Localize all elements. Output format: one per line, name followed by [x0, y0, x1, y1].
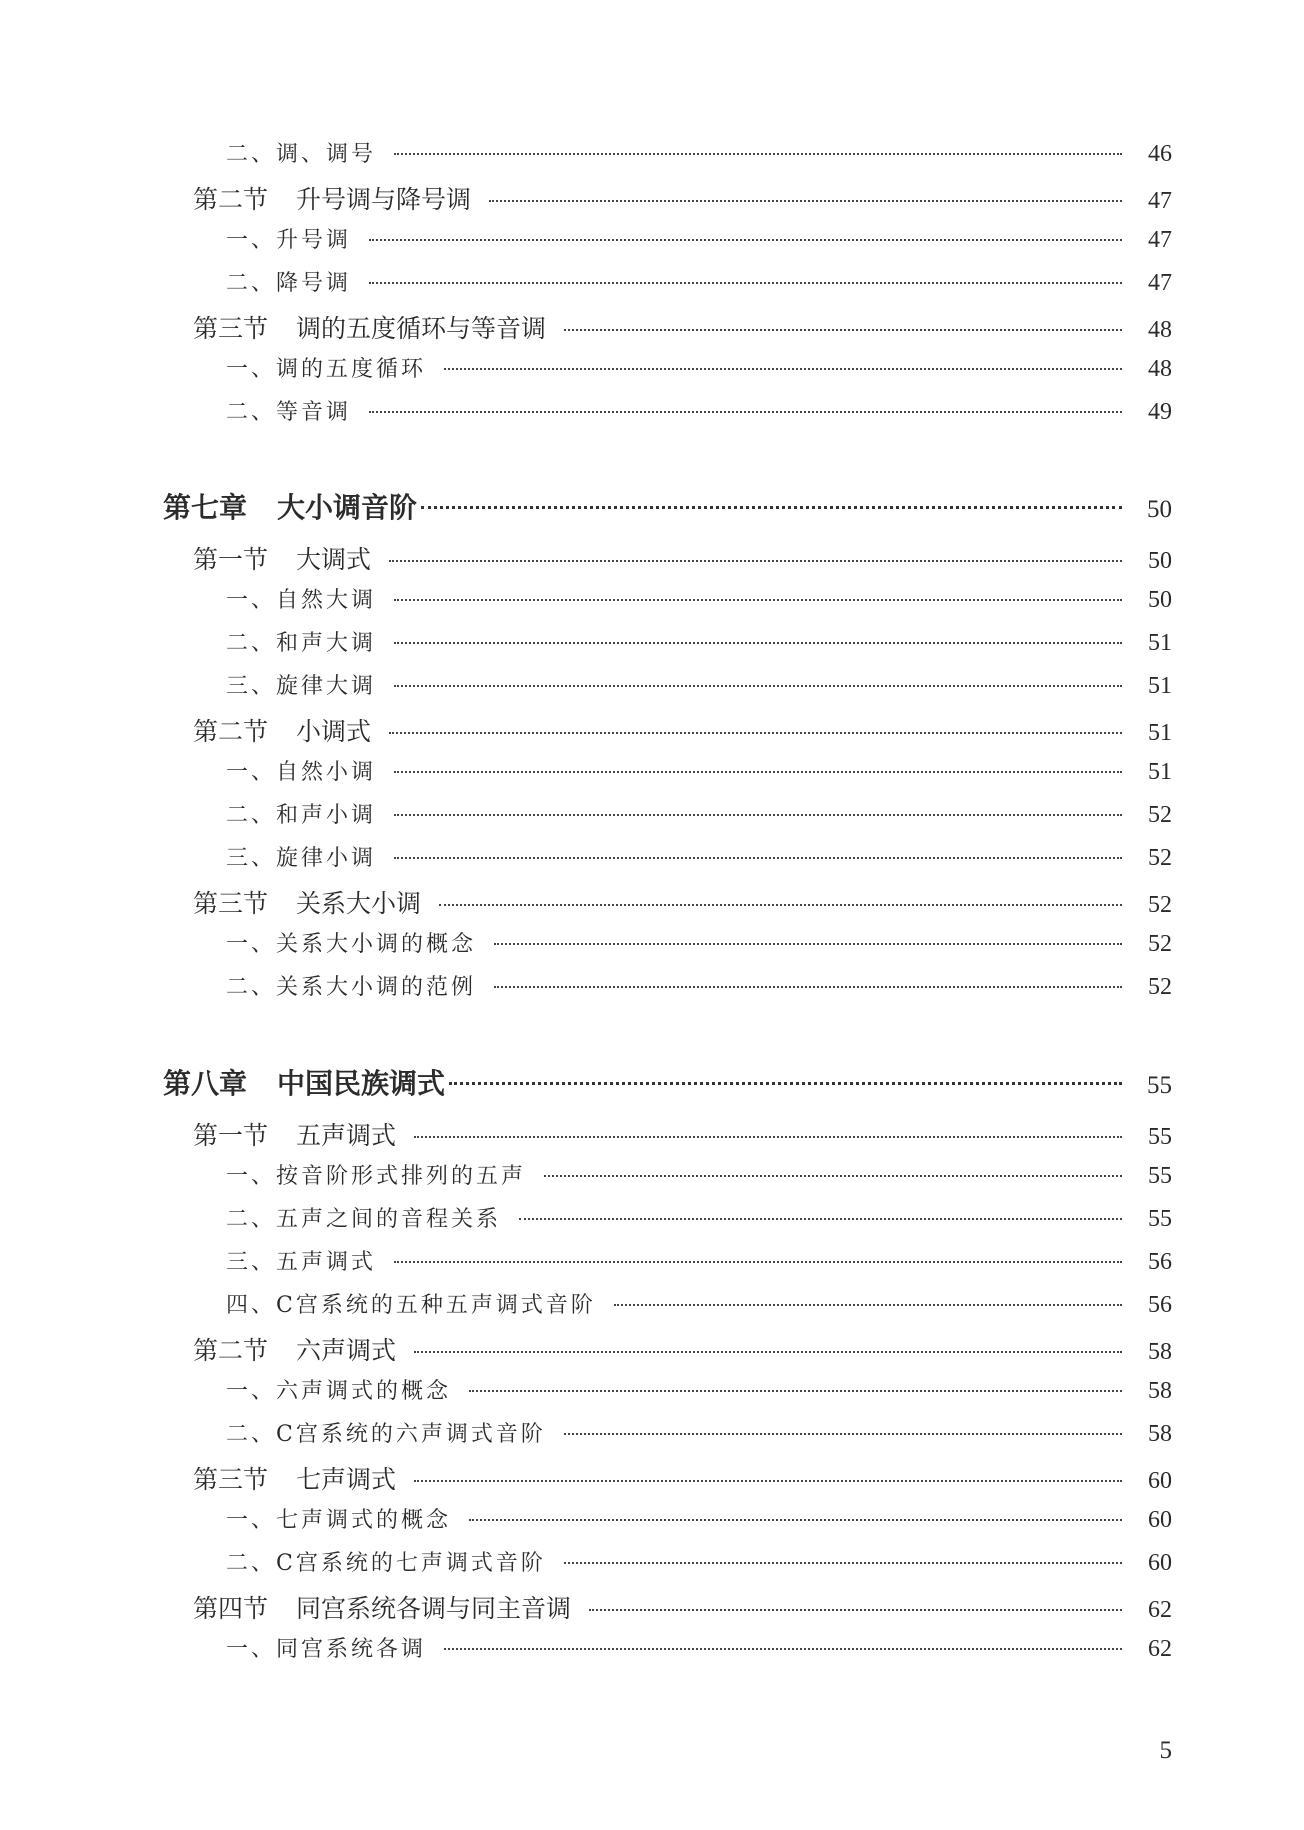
toc-page-number: 52: [1148, 802, 1172, 828]
toc-entry: [226, 798, 1172, 829]
toc-page-number: 58: [1148, 1339, 1172, 1365]
dot-leader: [544, 1175, 1122, 1177]
toc-section: [193, 884, 1172, 920]
dot-leader: [394, 599, 1122, 601]
chapter-title: 中国民族调式: [277, 1067, 446, 1100]
toc-section: [193, 309, 1172, 345]
toc-page-number: 49: [1148, 399, 1172, 425]
dot-leader: [489, 200, 1122, 202]
toc-page-number: 62: [1148, 1597, 1172, 1623]
toc-page-number: 56: [1148, 1249, 1172, 1275]
toc-entry: [226, 1245, 1172, 1276]
toc-page-number: 52: [1148, 974, 1172, 1000]
toc-entry: [226, 1632, 1172, 1663]
toc-page-number: 56: [1148, 1292, 1172, 1318]
toc-entry: [226, 395, 1172, 426]
dot-leader: [394, 685, 1122, 687]
dot-leader: [369, 282, 1122, 284]
dot-leader: [614, 1304, 1122, 1306]
toc-entry: [226, 1503, 1172, 1534]
section-title: 六声调式: [296, 1336, 397, 1365]
dot-leader: [394, 857, 1122, 859]
chapter-number: 第八章: [163, 1067, 248, 1100]
toc-page-number: 47: [1148, 270, 1172, 296]
toc-entry: [226, 1202, 1172, 1233]
toc-page-number: 55: [1148, 1124, 1172, 1150]
section-number: 第四节: [193, 1594, 269, 1623]
dot-leader: [394, 814, 1122, 816]
toc-chapter: [163, 1062, 1172, 1102]
toc-entry-title: 三、五声调式: [226, 1250, 377, 1275]
dot-leader: [469, 1519, 1122, 1521]
toc-entry-title: 二、C宫系统的六声调式音阶: [226, 1422, 546, 1447]
toc-entry: [226, 755, 1172, 786]
dot-leader: [414, 1136, 1122, 1138]
toc-section: [193, 1331, 1172, 1367]
section-title: 同宫系统各调与同主音调: [296, 1594, 572, 1623]
toc-chapter: [163, 486, 1172, 526]
toc-section: [193, 1589, 1172, 1625]
toc-entry-title: 一、六声调式的概念: [226, 1379, 452, 1404]
toc-page-number: 62: [1148, 1636, 1172, 1662]
dot-leader: [369, 411, 1122, 413]
toc-entry-title: 一、同宫系统各调: [226, 1637, 427, 1662]
toc-entry-title: 一、升号调: [226, 228, 352, 253]
section-title: 小调式: [296, 717, 372, 746]
toc-entry: [226, 970, 1172, 1001]
dot-leader: [369, 239, 1122, 241]
toc-page-number: 55: [1148, 1206, 1172, 1232]
toc-entry-title: 三、旋律小调: [226, 846, 377, 871]
toc-entry: [226, 1374, 1172, 1405]
section-number: 第三节: [193, 889, 269, 918]
dot-leader: [494, 943, 1122, 945]
toc-section: [193, 1116, 1172, 1152]
toc-entry-title: 二、等音调: [226, 400, 352, 425]
toc-entry-title: 二、调、调号: [226, 142, 377, 167]
section-title: 关系大小调: [296, 889, 422, 918]
toc-entry: [226, 223, 1172, 254]
toc-entry: [226, 1417, 1172, 1448]
toc-chapter-title: [163, 1062, 445, 1102]
toc-section-title: [193, 1331, 396, 1367]
toc-section-title: [193, 309, 546, 345]
toc-entry-title: 二、五声之间的音程关系: [226, 1207, 502, 1232]
toc-entry: [226, 583, 1172, 614]
toc-chapter-title: [163, 486, 417, 526]
section-number: 第三节: [193, 314, 269, 343]
section-title: 升号调与降号调: [296, 185, 472, 214]
toc-entry-title: 一、七声调式的概念: [226, 1508, 452, 1533]
toc-entry-title: 一、自然大调: [226, 588, 377, 613]
section-number: 第二节: [193, 1336, 269, 1365]
toc-page-number: 50: [1147, 496, 1172, 523]
toc-entry-title: 一、关系大小调的概念: [226, 932, 477, 957]
chapter-number: 第七章: [163, 491, 248, 524]
toc-section-title: [193, 712, 371, 748]
toc-entry: [226, 669, 1172, 700]
toc-entry: [226, 927, 1172, 958]
dot-leader: [589, 1609, 1122, 1611]
toc-page-number: 60: [1148, 1468, 1172, 1494]
toc-page-number: 52: [1148, 892, 1172, 918]
toc-section-title: [193, 1589, 571, 1625]
section-title: 七声调式: [296, 1465, 397, 1494]
dot-leader: [564, 1562, 1122, 1564]
section-number: 第二节: [193, 717, 269, 746]
toc-entry: [226, 352, 1172, 383]
toc-entry-title: 三、旋律大调: [226, 674, 377, 699]
section-number: 第一节: [193, 545, 269, 574]
dot-leader: [444, 368, 1122, 370]
toc-entry: [226, 266, 1172, 297]
section-number: 第一节: [193, 1121, 269, 1150]
section-number: 第二节: [193, 185, 269, 214]
section-title: 大调式: [296, 545, 372, 574]
toc-page-number: 51: [1148, 673, 1172, 699]
toc-entry: [226, 841, 1172, 872]
toc-page-number: 58: [1148, 1378, 1172, 1404]
dot-leader: [394, 1261, 1122, 1263]
dot-leader: [421, 506, 1122, 509]
toc-page-number: 52: [1148, 845, 1172, 871]
toc-section-title: [193, 1460, 396, 1496]
toc-section: [193, 540, 1172, 576]
dot-leader: [439, 904, 1122, 906]
toc-entry: [226, 626, 1172, 657]
toc-section-title: [193, 180, 471, 216]
dot-leader: [394, 771, 1122, 773]
chapter-title: 大小调音阶: [277, 491, 418, 524]
toc-section: [193, 180, 1172, 216]
section-number: 第三节: [193, 1465, 269, 1494]
toc-page-number: 50: [1148, 587, 1172, 613]
toc-entry-title: 二、和声大调: [226, 631, 377, 656]
toc-page-number: 58: [1148, 1421, 1172, 1447]
dot-leader: [394, 153, 1122, 155]
toc-entry: [226, 1288, 1172, 1319]
dot-leader: [494, 986, 1122, 988]
dot-leader: [469, 1390, 1122, 1392]
toc-entry: [226, 1159, 1172, 1190]
dot-leader: [414, 1480, 1122, 1482]
section-title: 调的五度循环与等音调: [296, 314, 547, 343]
toc-section: [193, 712, 1172, 748]
dot-leader: [519, 1218, 1122, 1220]
toc-entry: [226, 1546, 1172, 1577]
toc-page-number: 48: [1148, 356, 1172, 382]
toc-page-number: 51: [1148, 720, 1172, 746]
toc-section-title: [193, 540, 371, 576]
dot-leader: [444, 1648, 1122, 1650]
toc-entry: [226, 137, 1172, 168]
dot-leader: [564, 1433, 1122, 1435]
toc-section-title: [193, 1116, 396, 1152]
dot-leader: [389, 732, 1122, 734]
toc-entry-title: 一、自然小调: [226, 760, 377, 785]
toc-page-number: 46: [1148, 141, 1172, 167]
toc-page-number: 47: [1148, 227, 1172, 253]
toc-page-number: 47: [1148, 188, 1172, 214]
dot-leader: [449, 1082, 1122, 1085]
dot-leader: [394, 642, 1122, 644]
toc-entry-title: 二、降号调: [226, 271, 352, 296]
toc-page-number: 48: [1148, 317, 1172, 343]
toc-page-number: 51: [1148, 630, 1172, 656]
dot-leader: [414, 1351, 1122, 1353]
dot-leader: [389, 560, 1122, 562]
toc-page-number: 52: [1148, 931, 1172, 957]
toc-entry-title: 二、关系大小调的范例: [226, 975, 477, 1000]
toc-section-title: [193, 884, 421, 920]
toc-page-number: 60: [1148, 1550, 1172, 1576]
toc-entry-title: 二、C宫系统的七声调式音阶: [226, 1551, 546, 1576]
toc-entry-title: 二、和声小调: [226, 803, 377, 828]
dot-leader: [564, 329, 1122, 331]
section-title: 五声调式: [296, 1121, 397, 1150]
toc-entry-title: 一、调的五度循环: [226, 357, 427, 382]
toc-page-number: 50: [1148, 548, 1172, 574]
toc-page-number: 55: [1148, 1163, 1172, 1189]
toc-page-number: 51: [1148, 759, 1172, 785]
toc-section: [193, 1460, 1172, 1496]
toc-page-number: 55: [1147, 1072, 1172, 1099]
page-number: 5: [1159, 1737, 1172, 1764]
toc-entry-title: 一、按音阶形式排列的五声: [226, 1164, 527, 1189]
toc-page-number: 60: [1148, 1507, 1172, 1533]
toc-entry-title: 四、C宫系统的五种五声调式音阶: [226, 1293, 596, 1318]
